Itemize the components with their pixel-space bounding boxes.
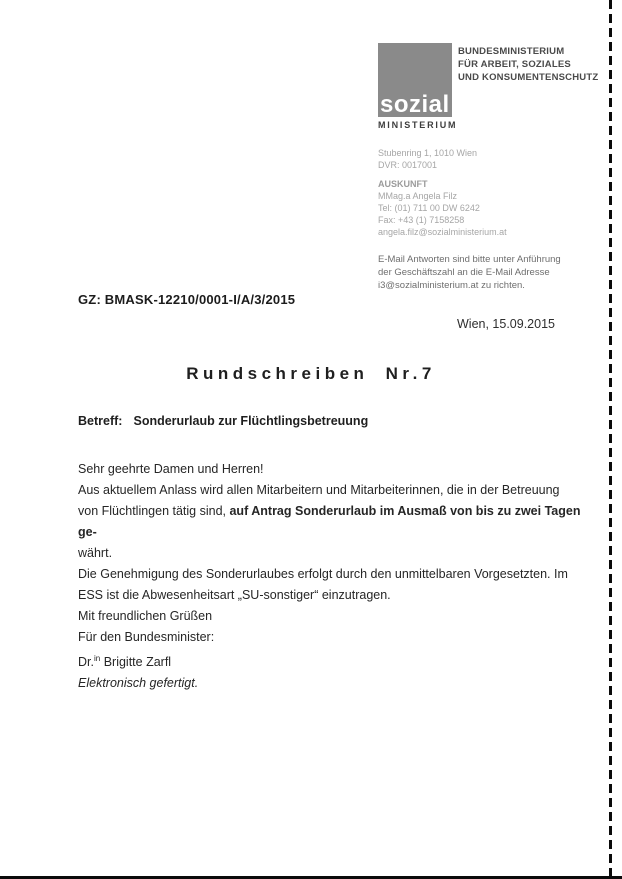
- subject-text: Sonderurlaub zur Flüchtlingsbetreuung: [133, 414, 369, 428]
- signer-fullname: Brigitte Zarfl: [100, 655, 172, 670]
- logo-square: [378, 43, 452, 117]
- paragraph-1-regular: Aus aktuellem Anlass wird allen Mitarbeitern und Mitarbeiterinnen, die in der Betreuung von Flüchtlingen tätig sind,: [78, 483, 560, 518]
- document-title: Rundschreiben Nr.7: [186, 364, 436, 383]
- paragraph-1-end: währt.: [78, 546, 113, 560]
- contact-name: MMag.a Angela Filz: [378, 191, 458, 201]
- ministry-name-line1: BUNDESMINISTERIUM: [458, 46, 565, 57]
- place-date: Wien, 15.09.2015: [457, 317, 555, 331]
- paragraph-1: [78, 480, 583, 564]
- electronic-signature-note: Elektronisch gefertigt.: [78, 676, 199, 691]
- letter-body: [78, 459, 583, 694]
- address-dvr: DVR: 0017001: [378, 160, 438, 170]
- signer-name: [78, 648, 583, 673]
- ministry-name: [458, 43, 598, 84]
- contact-heading: AUSKUNFT: [378, 179, 428, 189]
- salutation: Sehr geehrte Damen und Herren!: [78, 462, 264, 476]
- email-reply-note: E-Mail Antworten sind bitte unter Anführung der Geschäftszahl an die E-Mail Adresse i3@sozialministerium.at zu richten.: [378, 254, 561, 291]
- ministry-name-line3: UND KONSUMENTENSCHUTZ: [458, 72, 599, 83]
- signer-title-sup: in: [93, 654, 101, 663]
- contact-fax: Fax: +43 (1) 7158258: [378, 215, 465, 225]
- subject-row: [78, 414, 368, 428]
- ministry-name-line2: FÜR ARBEIT, SOZIALES: [458, 59, 571, 70]
- signer-title: Dr.: [78, 655, 94, 670]
- subject-label: Betreff:: [78, 414, 123, 428]
- contact-email: angela.filz@sozialministerium.at: [378, 227, 507, 237]
- letterhead: [378, 43, 599, 292]
- paragraph-2: Die Genehmigung des Sonderurlaubes erfolgt durch den unmittelbaren Vorgesetzten. Im ESS ist die Abwesenheitsart „SU-sonstiger“ einzutragen.: [78, 567, 568, 602]
- reference-number: GZ: BMASK-12210/0001-I/A/3/2015: [78, 292, 296, 307]
- logo-ministerium-text: MINISTERIUM: [378, 120, 458, 130]
- contact-tel: Tel: (01) 711 00 DW 6242: [378, 203, 480, 213]
- paragraph-1-bold: auf Antrag Sonderurlaub im Ausmaß von bis zu zwei Tagen ge-: [78, 504, 581, 539]
- logo-sozial-text: sozial: [380, 91, 450, 118]
- contact-block: [378, 147, 593, 238]
- closing-greeting: Mit freundlichen Grüßen: [78, 609, 213, 623]
- closing-on-behalf: Für den Bundesminister:: [78, 630, 215, 644]
- sozialministerium-logo: [378, 43, 458, 130]
- scan-edge-right: [609, 0, 612, 879]
- ministry-logo-row: [378, 43, 599, 130]
- address-street: Stubenring 1, 1010 Wien: [378, 148, 478, 158]
